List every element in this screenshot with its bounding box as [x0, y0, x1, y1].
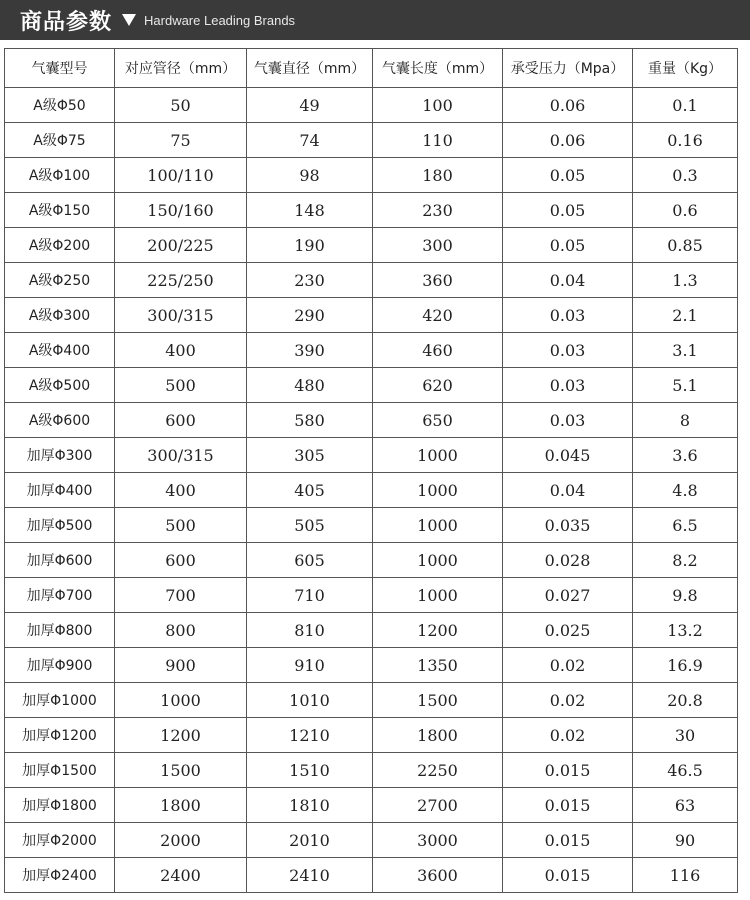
table-cell: 620 — [373, 368, 503, 403]
table-row — [5, 368, 738, 403]
table-cell: 1500 — [373, 683, 503, 718]
table-cell: 600 — [115, 543, 247, 578]
table-cell: 16.9 — [633, 648, 738, 683]
table-cell: 6.5 — [633, 508, 738, 543]
table-cell: 13.2 — [633, 613, 738, 648]
table-row — [5, 823, 738, 858]
table-cell: 2400 — [115, 858, 247, 893]
table-cell: 605 — [247, 543, 373, 578]
table-cell: 1000 — [373, 473, 503, 508]
table-cell: 4.8 — [633, 473, 738, 508]
table-cell: 230 — [247, 263, 373, 298]
table-cell: 0.02 — [503, 648, 633, 683]
table-cell: 420 — [373, 298, 503, 333]
table-cell: 49 — [247, 88, 373, 123]
table-cell: 98 — [247, 158, 373, 193]
model-cell: A级Φ50 — [5, 88, 115, 123]
model-cell: A级Φ150 — [5, 193, 115, 228]
table-cell: 2410 — [247, 858, 373, 893]
table-cell: 0.85 — [633, 228, 738, 263]
table-cell: 0.1 — [633, 88, 738, 123]
table-cell: 74 — [247, 123, 373, 158]
table-cell: 0.015 — [503, 823, 633, 858]
table-cell: 1000 — [373, 543, 503, 578]
model-cell: A级Φ600 — [5, 403, 115, 438]
table-cell: 0.028 — [503, 543, 633, 578]
table-cell: 405 — [247, 473, 373, 508]
table-cell: 300/315 — [115, 298, 247, 333]
table-cell: 0.03 — [503, 368, 633, 403]
model-cell: 加厚Φ300 — [5, 438, 115, 473]
table-cell: 460 — [373, 333, 503, 368]
table-cell: 0.6 — [633, 193, 738, 228]
table-cell: 0.05 — [503, 158, 633, 193]
model-cell: A级Φ250 — [5, 263, 115, 298]
table-cell: 2700 — [373, 788, 503, 823]
table-row — [5, 123, 738, 158]
table-cell: 0.015 — [503, 753, 633, 788]
table-row — [5, 333, 738, 368]
table-row — [5, 508, 738, 543]
table-cell: 1810 — [247, 788, 373, 823]
model-cell: 加厚Φ1500 — [5, 753, 115, 788]
table-cell: 1010 — [247, 683, 373, 718]
column-header: 对应管径（mm） — [115, 49, 247, 88]
table-cell: 1210 — [247, 718, 373, 753]
table-cell: 3.1 — [633, 333, 738, 368]
table-row — [5, 718, 738, 753]
table-row — [5, 788, 738, 823]
table-cell: 1000 — [115, 683, 247, 718]
table-cell: 3.6 — [633, 438, 738, 473]
table-cell: 290 — [247, 298, 373, 333]
table-cell: 8.2 — [633, 543, 738, 578]
table-cell: 710 — [247, 578, 373, 613]
table-cell: 700 — [115, 578, 247, 613]
table-header-row — [5, 49, 738, 88]
table-cell: 1200 — [115, 718, 247, 753]
spec-table — [4, 48, 738, 893]
table-cell: 0.015 — [503, 788, 633, 823]
table-cell: 225/250 — [115, 263, 247, 298]
table-cell: 0.02 — [503, 683, 633, 718]
table-row — [5, 158, 738, 193]
table-cell: 0.027 — [503, 578, 633, 613]
table-cell: 0.03 — [503, 298, 633, 333]
model-cell: A级Φ75 — [5, 123, 115, 158]
model-cell: A级Φ300 — [5, 298, 115, 333]
table-cell: 1.3 — [633, 263, 738, 298]
table-cell: 180 — [373, 158, 503, 193]
table-cell: 1800 — [115, 788, 247, 823]
table-cell: 30 — [633, 718, 738, 753]
table-cell: 650 — [373, 403, 503, 438]
table-cell: 1000 — [373, 578, 503, 613]
table-row — [5, 613, 738, 648]
table-cell: 3600 — [373, 858, 503, 893]
table-cell: 46.5 — [633, 753, 738, 788]
table-row — [5, 193, 738, 228]
model-cell: 加厚Φ2400 — [5, 858, 115, 893]
triangle-down-icon — [122, 13, 136, 31]
table-cell: 0.3 — [633, 158, 738, 193]
table-cell: 505 — [247, 508, 373, 543]
table-row — [5, 403, 738, 438]
table-cell: 0.05 — [503, 193, 633, 228]
model-cell: 加厚Φ400 — [5, 473, 115, 508]
table-cell: 9.8 — [633, 578, 738, 613]
table-cell: 5.1 — [633, 368, 738, 403]
table-cell: 0.03 — [503, 403, 633, 438]
model-cell: 加厚Φ900 — [5, 648, 115, 683]
model-cell: A级Φ400 — [5, 333, 115, 368]
table-cell: 300 — [373, 228, 503, 263]
column-header: 重量（Kg） — [633, 49, 738, 88]
table-cell: 75 — [115, 123, 247, 158]
table-cell: 580 — [247, 403, 373, 438]
table-cell: 300/315 — [115, 438, 247, 473]
table-row — [5, 473, 738, 508]
table-cell: 0.06 — [503, 88, 633, 123]
spec-table-container — [4, 48, 738, 893]
table-cell: 190 — [247, 228, 373, 263]
page-title: 商品参数 — [20, 9, 113, 35]
table-cell: 1000 — [373, 508, 503, 543]
table-cell: 400 — [115, 473, 247, 508]
table-cell: 0.02 — [503, 718, 633, 753]
table-row — [5, 578, 738, 613]
table-cell: 1350 — [373, 648, 503, 683]
column-header: 承受压力（Mpa） — [503, 49, 633, 88]
model-cell: 加厚Φ1200 — [5, 718, 115, 753]
table-row — [5, 298, 738, 333]
table-cell: 900 — [115, 648, 247, 683]
table-cell: 1200 — [373, 613, 503, 648]
table-cell: 0.035 — [503, 508, 633, 543]
table-cell: 1510 — [247, 753, 373, 788]
table-cell: 0.045 — [503, 438, 633, 473]
table-cell: 0.04 — [503, 473, 633, 508]
table-cell: 1000 — [373, 438, 503, 473]
table-body — [5, 88, 738, 893]
model-cell: A级Φ500 — [5, 368, 115, 403]
table-cell: 305 — [247, 438, 373, 473]
table-cell: 1500 — [115, 753, 247, 788]
table-cell: 148 — [247, 193, 373, 228]
table-cell: 8 — [633, 403, 738, 438]
table-cell: 63 — [633, 788, 738, 823]
table-cell: 500 — [115, 368, 247, 403]
model-cell: A级Φ200 — [5, 228, 115, 263]
table-cell: 500 — [115, 508, 247, 543]
table-cell: 2000 — [115, 823, 247, 858]
table-cell: 116 — [633, 858, 738, 893]
table-cell: 100/110 — [115, 158, 247, 193]
table-cell: 100 — [373, 88, 503, 123]
table-row — [5, 753, 738, 788]
table-cell: 50 — [115, 88, 247, 123]
model-cell: 加厚Φ800 — [5, 613, 115, 648]
table-cell: 810 — [247, 613, 373, 648]
column-header: 气囊型号 — [5, 49, 115, 88]
header-subtitle: Hardware Leading Brands — [144, 12, 296, 28]
table-row — [5, 543, 738, 578]
table-cell: 2.1 — [633, 298, 738, 333]
table-cell: 200/225 — [115, 228, 247, 263]
header-bar — [0, 0, 750, 40]
table-row — [5, 858, 738, 893]
table-row — [5, 88, 738, 123]
table-row — [5, 263, 738, 298]
table-row — [5, 648, 738, 683]
table-cell: 0.16 — [633, 123, 738, 158]
table-cell: 20.8 — [633, 683, 738, 718]
model-cell: 加厚Φ700 — [5, 578, 115, 613]
table-cell: 0.04 — [503, 263, 633, 298]
model-cell: 加厚Φ1800 — [5, 788, 115, 823]
table-row — [5, 228, 738, 263]
table-cell: 600 — [115, 403, 247, 438]
table-row — [5, 683, 738, 718]
table-cell: 0.05 — [503, 228, 633, 263]
model-cell: 加厚Φ2000 — [5, 823, 115, 858]
table-cell: 480 — [247, 368, 373, 403]
table-cell: 110 — [373, 123, 503, 158]
table-cell: 0.03 — [503, 333, 633, 368]
table-row — [5, 438, 738, 473]
table-cell: 0.025 — [503, 613, 633, 648]
table-cell: 400 — [115, 333, 247, 368]
column-header: 气囊长度（mm） — [373, 49, 503, 88]
table-cell: 390 — [247, 333, 373, 368]
model-cell: 加厚Φ600 — [5, 543, 115, 578]
column-header: 气囊直径（mm） — [247, 49, 373, 88]
model-cell: 加厚Φ1000 — [5, 683, 115, 718]
table-cell: 90 — [633, 823, 738, 858]
table-cell: 1800 — [373, 718, 503, 753]
table-cell: 2250 — [373, 753, 503, 788]
table-cell: 2010 — [247, 823, 373, 858]
table-cell: 360 — [373, 263, 503, 298]
table-cell: 150/160 — [115, 193, 247, 228]
table-cell: 230 — [373, 193, 503, 228]
model-cell: 加厚Φ500 — [5, 508, 115, 543]
table-cell: 800 — [115, 613, 247, 648]
model-cell: A级Φ100 — [5, 158, 115, 193]
table-cell: 3000 — [373, 823, 503, 858]
table-cell: 910 — [247, 648, 373, 683]
table-cell: 0.06 — [503, 123, 633, 158]
table-cell: 0.015 — [503, 858, 633, 893]
